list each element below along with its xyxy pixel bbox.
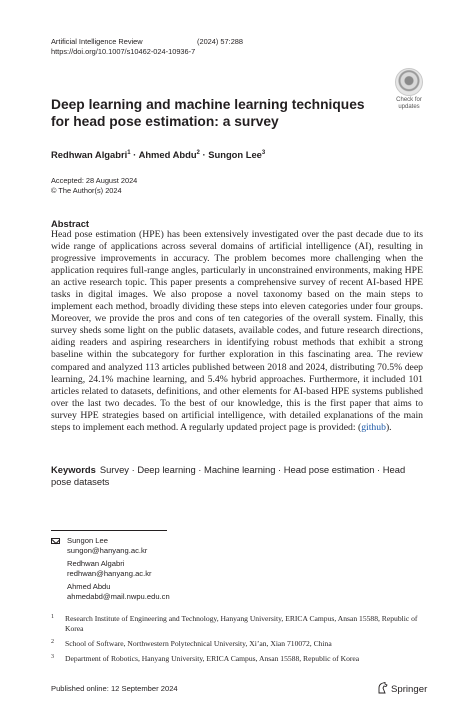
accepted-date: Accepted: 28 August 2024 — [51, 176, 138, 185]
keywords-text: Survey · Deep learning · Machine learning · Head pose estimation · Head pose datasets — [51, 464, 406, 487]
author-affiliation-mark: 3 — [261, 150, 266, 156]
contact-list — [51, 536, 170, 605]
contact-entry — [51, 536, 170, 556]
affiliation-list — [51, 614, 431, 669]
abstract-tail: ). — [385, 421, 392, 433]
abstract-text: Head pose estimation (HPE) has been extensively investigated over the past decade due to its wide range of applications across several domains of artificial intelligence (AI), resulting in progressive improvements in accuracy. The problem becomes more challenging when the application requires full-range angles, particularly in unconstrained environments, making HPE an active research topic. This paper presents a comprehensive survey of recent AI-based HPE tasks in digital images. We also propose a novel taxonomy based on the main steps to implement each method, broadly dividing these steps into eleven categories under four groups. Moreover, we provide the pros and cons of ten categories of the overall system. Finally, this survey sheds some light on the public datasets, available codes, and future research directions, aiding readers and aspiring researchers in identifying robust methods that exhibit a strong baseline within the subcategory for further exploration in this fascinating area. The review compared and analyzed 113 articles published between 2018 and 2024, distributing 70.5% deep learning, 24.1% machine learning, and 5.4% hybrid approaches. Furthermore, it included 101 articles related to datasets, definitions, and other elements for AI-based HPE systems published over the last two decades. To the best of our knowledge, this is the first paper that aims to survey HPE strategies based on artificial intelligence, with detailed explanations of the main steps to implement each method. A regularly updated project page is provided: ( — [51, 229, 423, 433]
published-online-date: Published online: 12 September 2024 — [51, 684, 178, 693]
keywords-label: Keywords — [51, 464, 96, 475]
check-for-updates-badge[interactable] — [391, 68, 427, 110]
contact-entry — [51, 582, 170, 602]
affiliation-item — [51, 639, 431, 649]
affiliation-item — [51, 614, 431, 634]
contact-email[interactable]: ahmedabd@mail.nwpu.edu.cn — [67, 592, 170, 601]
affiliation-number: 1 — [51, 614, 54, 620]
author-affiliation-mark: 2 — [196, 150, 200, 156]
doi-link[interactable]: https://doi.org/10.1007/s10462-024-10936-7 — [51, 47, 196, 56]
abstract-body — [51, 229, 423, 434]
contact-name: Sungon Lee — [67, 536, 108, 545]
author-separator: · — [199, 149, 209, 160]
contact-entry — [51, 559, 170, 579]
publication-dates — [51, 176, 137, 196]
journal-volume: (2024) 57:288 — [197, 37, 244, 46]
affiliation-text: Department of Robotics, Hanyang University, ERICA Campus, Ansan 15588, Republic of Korea — [65, 654, 360, 663]
author-separator: · — [130, 149, 139, 160]
author-name: Sungon Lee — [208, 149, 262, 160]
envelope-icon — [51, 538, 60, 544]
affiliation-item — [51, 654, 431, 664]
journal-name: Artificial Intelligence Review — [51, 37, 143, 46]
check-updates-line2: updates — [398, 103, 420, 110]
affiliation-text: School of Software, Northwestern Polytechnical University, Xi’an, Xian 710072, China — [65, 639, 332, 648]
contact-email[interactable]: sungon@hanyang.ac.kr — [67, 546, 148, 555]
journal-header — [51, 37, 243, 57]
author-name: Redhwan Algabri — [51, 149, 128, 160]
paper-title: Deep learning and machine learning techniques for head pose estimation: a survey — [51, 97, 365, 129]
author-list — [51, 149, 265, 160]
author-name: Ahmed Abdu — [138, 149, 197, 160]
publisher-logo — [377, 682, 427, 695]
keywords — [51, 464, 423, 488]
check-updates-line1: Check for — [396, 97, 422, 103]
affiliation-number: 2 — [51, 639, 54, 645]
affiliation-text: Research Institute of Engineering and Technology, Hanyang University, ERICA Campus, Ansan 15588, Republic of Korea — [65, 614, 418, 633]
contact-name: Ahmed Abdu — [67, 582, 111, 591]
affiliation-number: 3 — [51, 654, 54, 660]
abstract-heading: Abstract — [51, 218, 90, 229]
author-affiliation-mark: 1 — [127, 150, 131, 156]
contact-name: Redhwan Algabri — [67, 559, 125, 568]
contact-email[interactable]: redhwan@hanyang.ac.kr — [67, 569, 152, 578]
springer-horse-icon — [377, 682, 388, 694]
copyright-notice: © The Author(s) 2024 — [51, 186, 122, 195]
github-link[interactable]: github — [361, 421, 386, 433]
check-updates-icon — [395, 68, 423, 96]
footnote-divider — [51, 530, 167, 531]
publisher-name: Springer — [391, 684, 428, 695]
